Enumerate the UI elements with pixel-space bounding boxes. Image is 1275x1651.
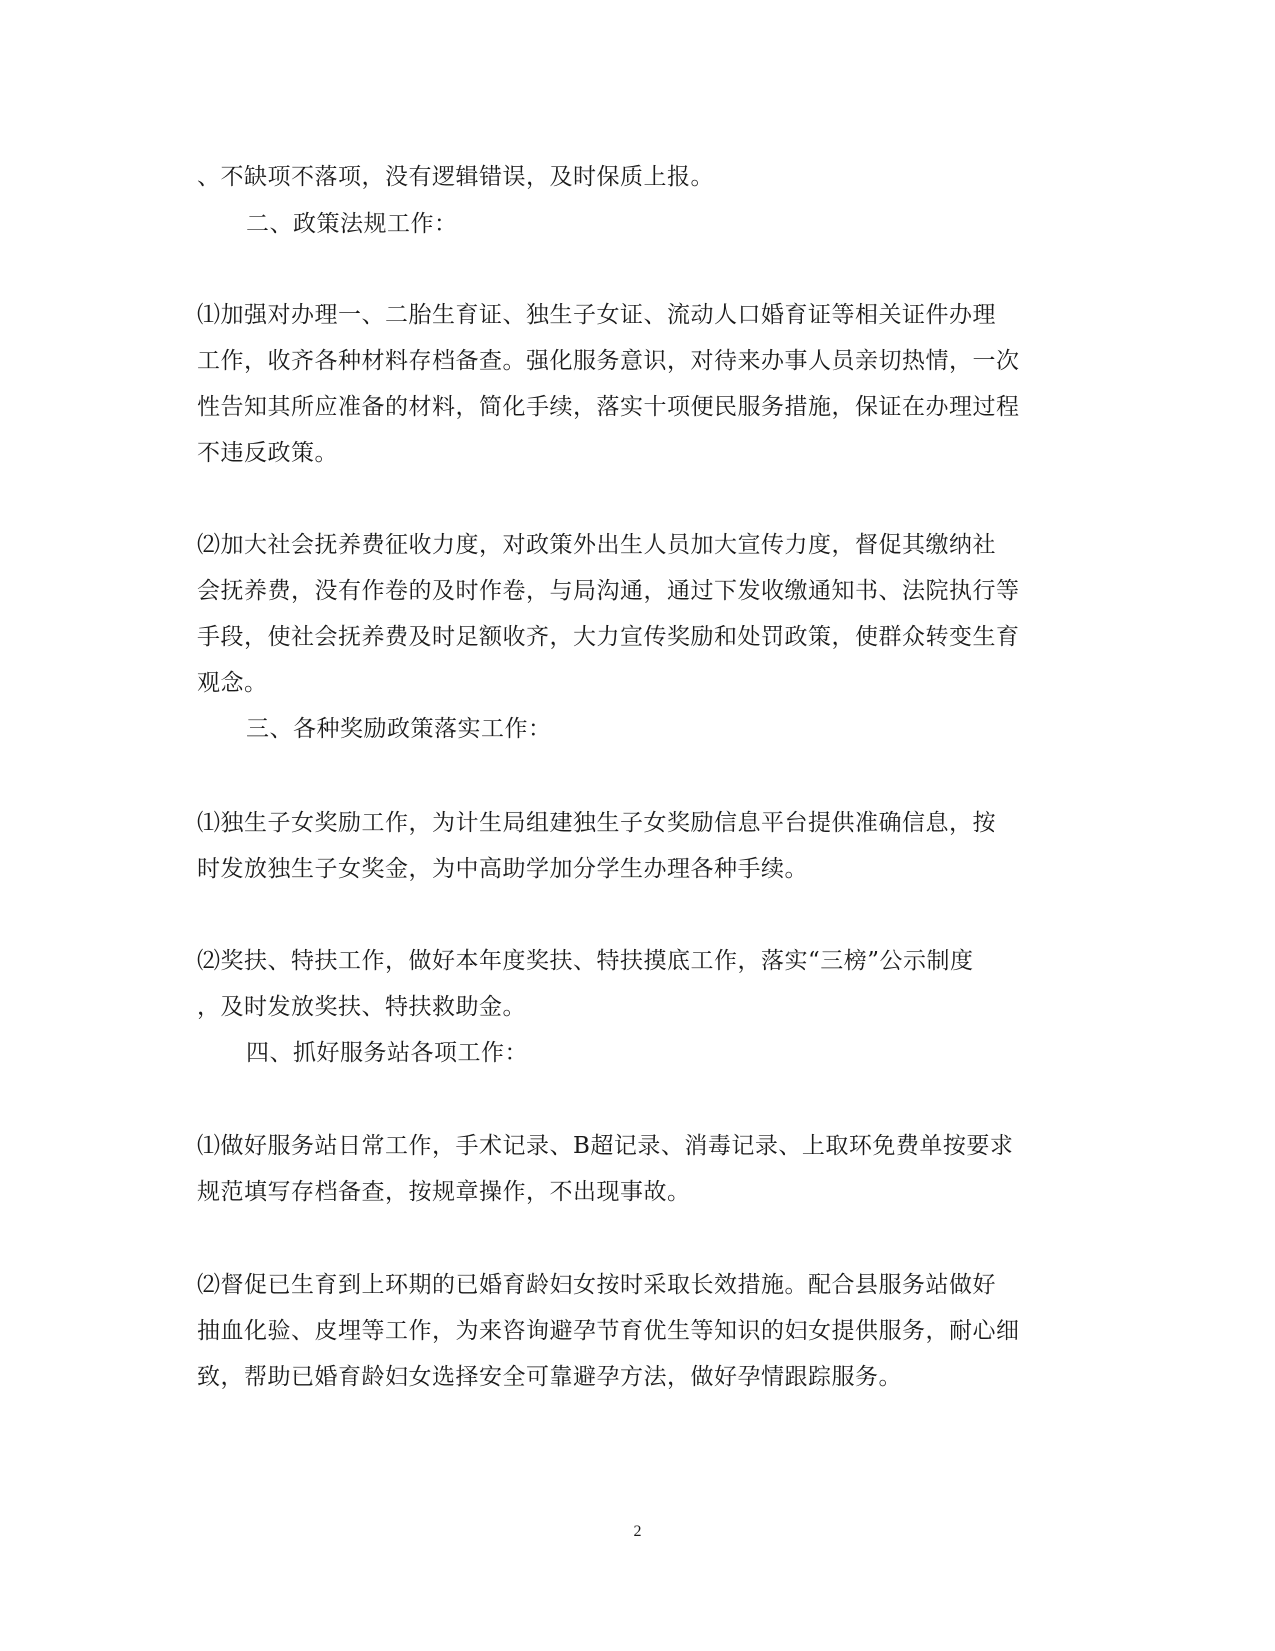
section-heading: 二、政策法规工作：	[246, 211, 458, 237]
text-line: 手段，使社会抚养费及时足额收齐，大力宣传奖励和处罚政策，使群众转变生育	[197, 624, 1020, 650]
text-line: ⑴加强对办理一、二胎生育证、独生子女证、流动人口婚育证等相关证件办理	[197, 302, 996, 328]
text-line: 会抚养费，没有作卷的及时作卷，与局沟通，通过下发收缴通知书、法院执行等	[197, 578, 1020, 604]
text-line: 、不缺项不落项，没有逻辑错误，及时保质上报。	[197, 164, 714, 190]
text-line: 不违反政策。	[197, 440, 338, 466]
section-heading: 四、抓好服务站各项工作：	[246, 1040, 528, 1066]
text-line: 致，帮助已婚育龄妇女选择安全可靠避孕方法，做好孕情跟踪服务。	[197, 1364, 902, 1390]
page-number: 2	[633, 1523, 642, 1540]
text-line: 性告知其所应准备的材料，简化手续，落实十项便民服务措施，保证在办理过程	[197, 394, 1020, 420]
text-line: 时发放独生子女奖金，为中高助学加分学生办理各种手续。	[197, 856, 808, 882]
text-line: ⑴做好服务站日常工作，手术记录、B超记录、消毒记录、上取环免费单按要求	[197, 1133, 1014, 1159]
text-line: 观念。	[197, 670, 268, 696]
text-line: ⑵加大社会抚养费征收力度，对政策外出生人员加大宣传力度，督促其缴纳社	[197, 532, 996, 558]
text-line: 工作，收齐各种材料存档备查。强化服务意识，对待来办事人员亲切热情，一次	[197, 348, 1020, 374]
section-heading: 三、各种奖励政策落实工作：	[246, 716, 552, 742]
text-line: ，及时发放奖扶、特扶救助金。	[197, 994, 526, 1020]
text-line: 规范填写存档备查，按规章操作，不出现事故。	[197, 1179, 691, 1205]
text-line: ⑵奖扶、特扶工作，做好本年度奖扶、特扶摸底工作，落实“三榜”公示制度	[197, 948, 974, 974]
text-line: 抽血化验、皮埋等工作，为来咨询避孕节育优生等知识的妇女提供服务，耐心细	[197, 1318, 1020, 1344]
text-line: ⑵督促已生育到上环期的已婚育龄妇女按时采取长效措施。配合县服务站做好	[197, 1272, 996, 1298]
text-line: ⑴独生子女奖励工作，为计生局组建独生子女奖励信息平台提供准确信息，按	[197, 810, 996, 836]
